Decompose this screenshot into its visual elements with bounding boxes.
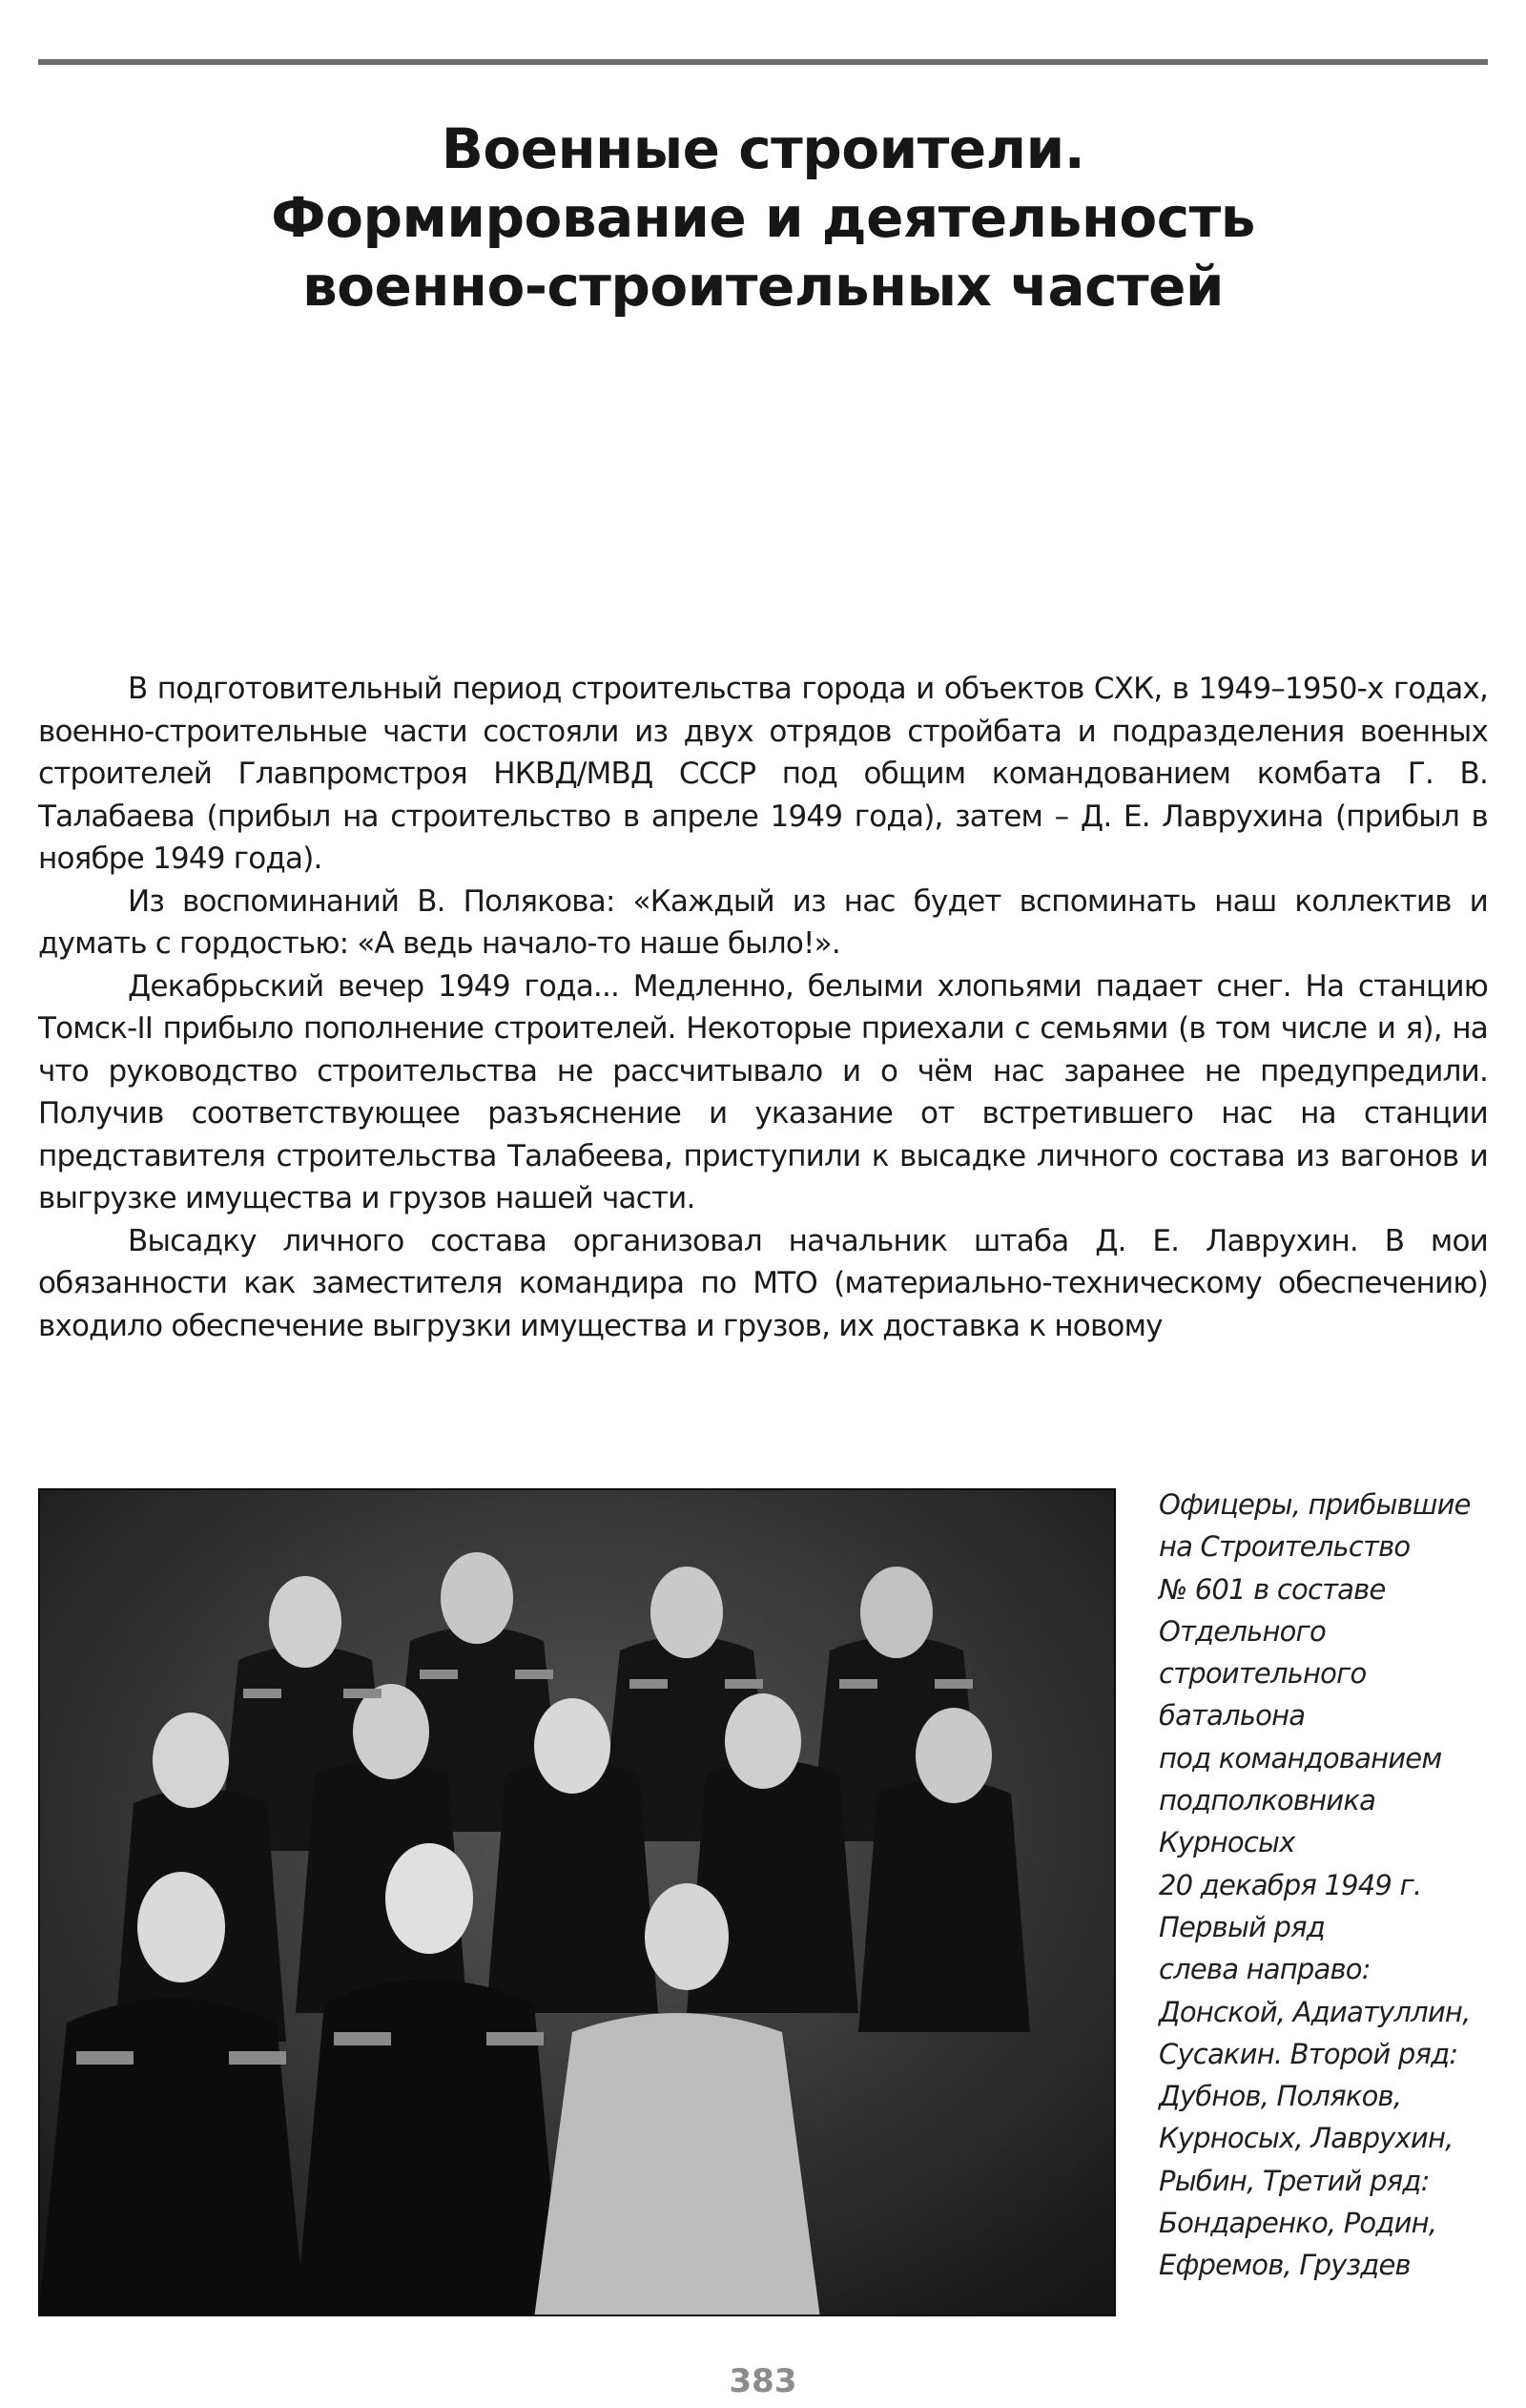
title-line-3: военно-строительных частей [301,254,1225,319]
caption-line: слева направо: [1159,1953,1371,1986]
caption-line: Сусакин. Второй ряд: [1159,2037,1458,2070]
paragraph: Декабрьский вечер 1949 года... Медленно, белыми хлопьями падает снег. На станцию Томск-II прибыло пополнение строителей. Некоторые приехали с семьями (в том числе и я), на что руководство строительства не рассчитывало и о чём нас заранее не предупредили. Получив соответствующее разъяснение и указание от встретившего нас на станции представителя строительства Талабеева, приступили к высадке личного состава из вагонов и выгрузке имущества и грузов нашей части. [38,968,1488,1215]
caption-line: Донской, Адиатуллин, [1159,1995,1471,2028]
caption-line: Офицеры, прибывшие [1159,1488,1471,1521]
caption-line: Первый ряд [1159,1910,1326,1943]
paragraph: В подготовительный период строительства города и объектов СХК, в 1949–1950-х годах, военно-строительные части состояли из двух отрядов стройбата и подразделения военных строителей Главпромстроя НКВД/МВД СССР под общим командованием комбата Г. В. Талабаева (прибыл на строительство в апреле 1949 года), затем – Д. Е. Лаврухина (прибыл в ноябре 1949 года). [38,672,1488,876]
paragraph: Из воспоминаний В. Полякова: «Каждый из нас будет вспоминать наш коллектив и думать с гордостью: «А ведь начало-то наше было!». [38,883,1488,961]
title-line-1: Военные строители. [441,116,1085,181]
caption-line: Рыбин, Третий ряд: [1159,2164,1430,2197]
page-number: 383 [729,2362,797,2400]
caption-line: под командованием [1159,1741,1442,1775]
title-line-2: Формирование и деятельность [271,185,1255,250]
caption-line: Бондаренко, Родин, [1159,2207,1437,2240]
body-text [38,668,1488,1347]
group-photo-officers [38,1488,1116,2316]
caption-line: 20 декабря 1949 г. [1159,1868,1422,1901]
caption-line: батальона [1159,1699,1306,1733]
paragraph: Высадку личного состава организовал начальник штаба Д. Е. Лаврухин. В мои обязанности как заместителя командира по МТО (материально-техническому обеспечению) входило обеспечение выгрузки имущества и грузов, их доставка к новому [38,1223,1488,1343]
caption-line: подполковника [1159,1784,1376,1817]
caption-line: Ефремов, Груздев [1159,2249,1411,2282]
caption-line: № 601 в составе [1159,1572,1386,1606]
caption-line: Курносых, Лаврухин, [1159,2122,1454,2155]
caption-line: Дубнов, Поляков, [1159,2080,1402,2113]
photo-caption [1159,1484,1502,2287]
caption-line: строительного [1159,1657,1367,1691]
top-rule [38,59,1488,65]
chapter-title [95,114,1431,321]
caption-line: Отдельного [1159,1614,1326,1648]
caption-line: Курносых [1159,1826,1295,1859]
caption-line: на Строительство [1159,1530,1411,1564]
